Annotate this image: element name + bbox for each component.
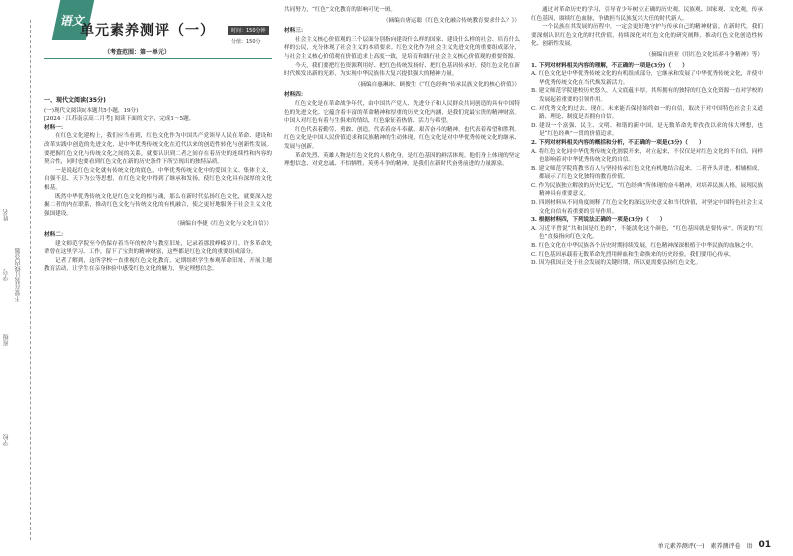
exam-time: 时间：150分钟 [228,26,269,35]
page-footer [658,540,771,550]
binding-label-class: 班级 [3,334,10,346]
option: A. 习近平曾说“共和国是红色的”，不能淡化这个颜色，“红色基因就是要传承”，所说的“红色”直接指向红色文化。 [531,225,763,241]
paragraph: 一是说起红色文化就有传统文化的底色。中华优秀传统文化中的爱国主义、集体主义、自强不息、天下为公等思想，在红色文化中得到了继承和发扬，使红色文化具有深厚的文化根基。 [44,167,272,191]
option: D. 建设一个富强、民主、文明、和谐的新中国，是无数革命先辈孜孜以求的伟大理想，也是“红色经典”一贯的价值追求。 [531,122,763,138]
paragraph: 在红色文化建构上，我们应当看到，红色文化作为中国共产党领导人民在革命、建设和改革实践中创造的先进文化，是中华优秀传统文化在近代以来的创造性转化与创新性发展。要把握红色文化与传统文化之间的关系，就要认识到二者之间存在着历史的连续性和内容的契合性，同时也要看到红色文化在新的历史条件下所呈现出的独特品质。 [44,133,272,166]
question-3: 3. 根据材料四，下列说法正确的一项是(3分)（ ） [531,217,666,224]
paragraph: 记者了解到，这所学校一直重视红色文化教育，定期组织学生参观革命旧址，开展主题教育活动，让学生在亲身体验中感受红色文化的魅力，坚定理想信念。 [44,257,272,273]
header-divider [44,58,272,59]
reading-intro: [2024 · 江苏南京高二月考] 阅读下面的文字，完成1～5题。 [44,116,195,123]
source-note: （摘编自惠琳冰、顾俊生《“红色经典”传承民族文化的核心价值》） [354,81,520,88]
paragraph: 革命先烈、英雄人物是红色文化的人格化身，是红色基因的鲜活体现。他们身上体现的坚定理想信念、对党忠诚、不怕牺牲、英勇斗争的精神，是我们在新时代奋勇前进的力量源泉。 [284,152,520,168]
subsection-heading: (一)现代文阅读Ⅰ(本题共5小题，19分) [44,107,139,114]
option: B. 红色文化在中华民族各个历史时期持续发展，红色精神深深根植于中华民族的血脉之中。 [531,243,757,250]
source-note: （摘编自唐亚《用红色文化培养斗争精神》等） [645,51,763,58]
option: A. 将红色文化同中华优秀传统文化割裂开来，对立起来，不仅仅是对红色文化的不自信，同样也影响着对中华优秀传统文化的自信。 [531,148,763,164]
subject-tag: 语文 [52,0,95,40]
binding-strip [0,0,38,556]
option: C. 对优秀文化的过去、现在、未来能否保持始终如一的自信，取决于对中国特色社会主义道路、理论、制度是否拥有自信。 [531,105,763,121]
binding-cut-note: 不要在装订线内答题 [15,248,22,302]
paragraph: 今天，我们要把红色资源利用好、把红色传统发扬好、把红色基因传承好，使红色文化在新时代焕发出新的光彩，为实现中华民族伟大复兴提供强大的精神力量。 [284,62,520,78]
binding-label-name: 姓名 [3,209,10,221]
column-2 [284,6,520,538]
option: C. 红色基因承载着无数革命先烈用鲜血和生命换来的历史经验，我们要用心传承。 [531,251,735,258]
option: D. 因为我国正处于社会发展的关键时期，所以更需要弘扬红色文化。 [531,260,702,267]
paragraph: 既然中华优秀传统文化是红色文化的根与魂，那么在新时代弘扬红色文化，就要深入挖掘二者的内在联系，推动红色文化与传统文化的有机融合，使之更好地服务于社会主义文化强国建设。 [44,193,272,217]
option: D. 四则材料从不同角度阐释了红色文化的深远历史意义和当代价值，对坚定中国特色社会主义文化自信有着重要的引导作用。 [531,200,763,215]
source-note: （摘编自李捷《红色文化与文化自信》） [174,221,272,228]
page-number: 01 [758,540,771,550]
option: C. 作为民族独立解放的历史记忆，“红色经典”所体现的奋斗精神，对培养民族人格，展现民族精神具有重要意义。 [531,182,763,198]
page-title: 单元素养测评（一） [80,23,215,39]
option: A. 红色文化是中华优秀传统文化的有机组成部分，它继承和发展了中华优秀传统文化，并使中华优秀传统文化在当代焕发新活力。 [531,71,763,86]
source-note: （摘编自唐运聪《红色文化融合传统教育要求什么？》） [382,17,520,24]
material-4-label: 材料四： [284,92,307,99]
material-3-label: 材料三： [284,28,307,35]
exam-meta [228,26,269,48]
paragraph: 红色文化是在革命战争年代，由中国共产党人、先进分子和人民群众共同创造的具有中国特色的先进文化。它蕴含着丰富的革命精神和厚重的历史文化内涵，是我们党最宝贵的精神财富。中国人对红色有着与生俱来的情结，红色象征着热情、活力与希望。 [284,100,520,125]
paragraph: 共同努力，“红色”文化教育的影响可见一斑。 [284,7,397,13]
option: B. 建文师范学院建校历史悠久，人文底蕴丰厚，其所拥有的独特的红色文化资源一直对学校的发展起着重要的引领作用。 [531,88,763,103]
section-heading: 一、现代文阅读(35分) [44,97,106,104]
question-2: 2. 下列对材料相关内容的概括和分析，不正确的一项是(3分)（ ） [531,139,705,146]
paragraph: 社会主义核心价值观的三个层面分别指向建设什么样的国家、建设什么样的社会、培育什么样的公民，充分体现了社会主义的本质要求。红色文化作为社会主义先进文化的重要组成部分，与社会主义核心价值观在价值追求上高度一致，是培育和践行社会主义核心价值观的重要资源。 [284,36,520,60]
question-1: 1. 下列对材料相关内容的理解，不正确的一项是(3分)（ ） [531,62,688,69]
exam-score: 分值：150分 [231,39,261,45]
column-1 [44,96,272,536]
option: B. 建文师范学院将教书育人与坚持传承红色文化有机地结合起来，二者齐头并进，相辅相成，都展示了红色文化独特的教育价值。 [531,165,763,181]
paragraph: 红色代表着勤劳、勇敢、创造，代表着奋斗奉献、艰苦奋斗的精神，也代表着希望和胜利。红色文化是中国人民价值追求和民族精神的生动体现，红色文化是对中华优秀传统文化的继承、发展与创新。 [284,126,520,150]
footer-text: 单元素养测评(一) 素养测评卷 语 [657,542,753,550]
binding-label-id: 学号 [3,269,10,281]
binding-label-school: 学校 [3,434,10,446]
material-2-label: 材料二： [44,231,67,238]
column-3 [531,6,763,538]
material-1-label: 材料一： [44,124,67,131]
exam-scope: （考查范围：第一单元） [104,49,171,56]
paragraph: 建文师范学院至今仍保存着当年的校舍与教室旧址，记录着那段峥嵘岁月。许多革命先辈曾在这里学习、工作，留下了宝贵的精神财富，这些都是红色文化的重要组成部分。 [44,240,272,256]
paragraph: 通过对革命历史的学习，引导青少年树立正确的历史观、民族观、国家观、文化观，传承红色基因，赓续红色血脉，争做担当民族复兴大任的时代新人。 [531,7,763,22]
paragraph: 一个民族在其发展的历程中，一定会更好地守护与传承自己的精神财富。在新时代，我们要深刻认识红色文化的时代价值，持续深化对红色文化的研究阐释，推动红色文化创造性转化、创新性发展。 [531,24,763,48]
